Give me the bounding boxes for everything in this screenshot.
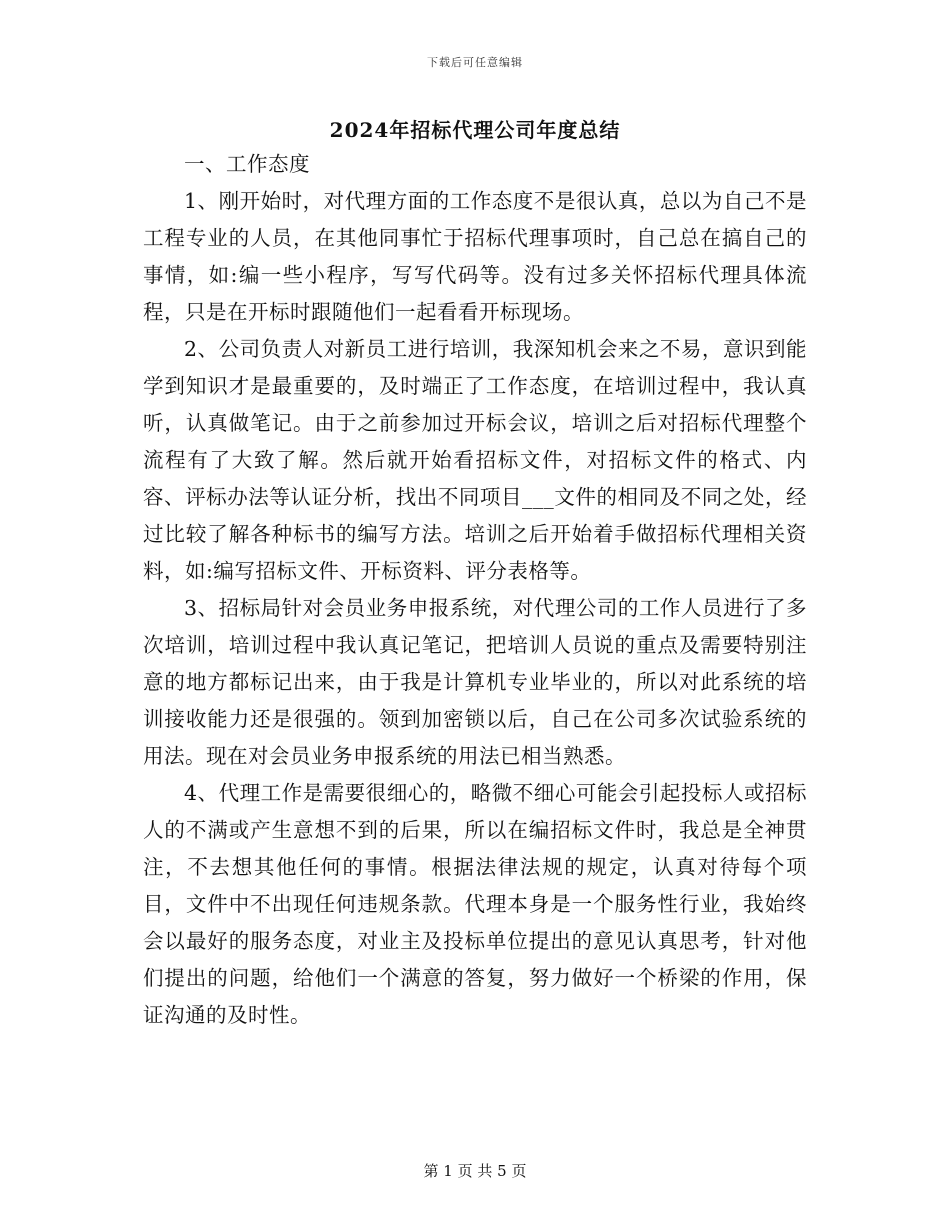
section-heading: 一、工作态度	[184, 152, 310, 176]
paragraph-4: 4、代理工作是需要很细心的，略微不细心可能会引起投标人或招标人的不满或产生意想不到的后果，所以在编招标文件时，我总是全神贯注，不去想其他任何的事情。根据法律法规的规定，认真对待每个项目，文件中不出现任何违规条款。代理本身是一个服务性行业，我始终会以最好的服务态度，对业主及投标单位提出的意见认真思考，针对他们提出的问题，给他们一个满意的答复，努力做好一个桥梁的作用，保证沟通的及时性。	[143, 781, 807, 1027]
header-note: 下载后可任意编辑	[427, 56, 523, 69]
document-body	[143, 146, 807, 1034]
paragraph-1: 1、刚开始时，对代理方面的工作态度不是很认真，总以为自己不是工程专业的人员，在其他同事忙于招标代理事项时，自己总在搞自己的事情，如:编一些小程序，写写代码等。没有过多关怀招标代理具体流程，只是在开标时跟随他们一起看看开标现场。	[143, 189, 807, 324]
paragraph-3: 3、招标局针对会员业务申报系统，对代理公司的工作人员进行了多次培训，培训过程中我认真记笔记，把培训人员说的重点及需要特别注意的地方都标记出来，由于我是计算机专业毕业的，所以对此系统的培训接收能力还是很强的。领到加密锁以后，自己在公司多次试验系统的用法。现在对会员业务申报系统的用法已相当熟悉。	[143, 596, 807, 768]
document-title: 2024年招标代理公司年度总结	[329, 118, 621, 142]
paragraph-2: 2、公司负责人对新员工进行培训，我深知机会来之不易，意识到能学到知识才是最重要的，及时端正了工作态度，在培训过程中，我认真听，认真做笔记。由于之前参加过开标会议，培训之后对招标代理整个流程有了大致了解。然后就开始看招标文件，对招标文件的格式、内容、评标办法等认证分析，找出不同项目___文件的相同及不同之处，经过比较了解各种标书的编写方法。培训之后开始着手做招标代理相关资料，如:编写招标文件、开标资料、评分表格等。	[143, 337, 807, 583]
page-number: 第 1 页 共 5 页	[423, 1162, 527, 1180]
